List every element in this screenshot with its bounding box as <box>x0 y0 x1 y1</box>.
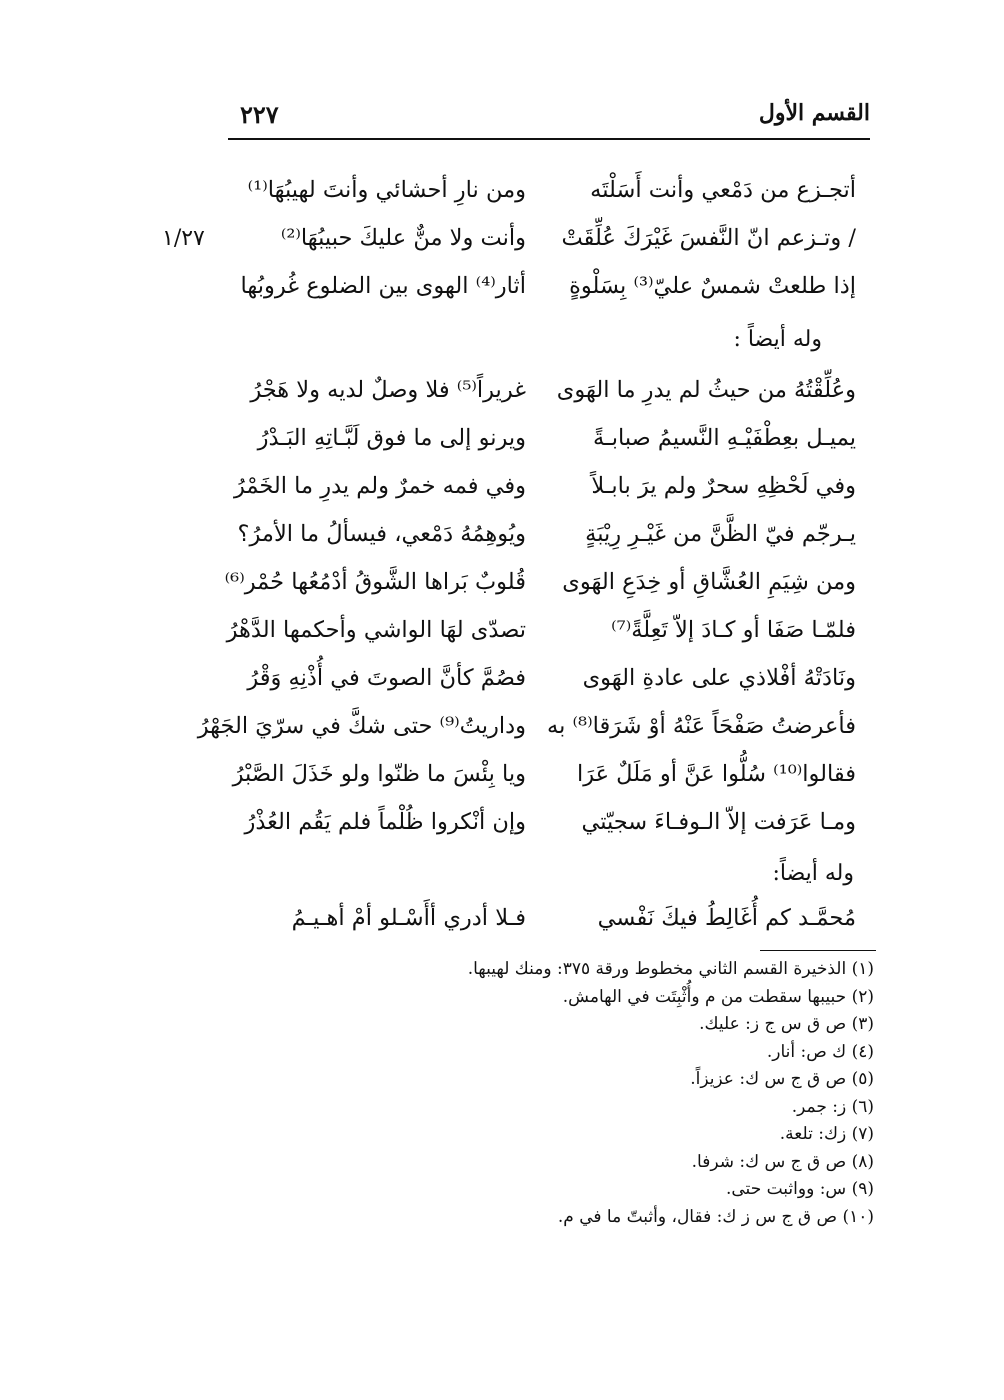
verse-second-hemistich: وفي فمه خمرٌ ولم يدرِ ما الخَمْرُ <box>233 473 526 499</box>
verse-line <box>0 266 1004 310</box>
footnote: (٨) ص ق ج س ك: شرفا. <box>691 1151 874 1172</box>
verse-line <box>0 562 1004 606</box>
footnote: (١٠) ص ق ج س ز ك: فقال، وأثبتّ ما في م. <box>557 1206 874 1227</box>
verse-first-hemistich: فلمّـا صَفَا أو كـادَ إلاّ تَعِلَّةً⁽⁷⁾ <box>611 617 856 643</box>
page-header <box>228 100 870 134</box>
verse-second-hemistich: غريراً⁽⁵⁾ فلا وصلٌ لديه ولا هَجْرُ <box>250 377 526 403</box>
footnote: (٤) ك ص: أنار. <box>766 1041 874 1062</box>
verse-line <box>0 658 1004 702</box>
footnote: (٣) ص ق س ج ز: عليك. <box>699 1014 874 1034</box>
verse-second-hemistich: ويا بِئْسَ ما ظنّوا ولو خَذَلَ الصَّبْرُ <box>232 761 526 787</box>
verse-first-hemistich: فأعرضتُ صَفْحَاً عَنْهُ أوْ شَرَقا⁽⁸⁾ به <box>547 713 856 739</box>
verse-line <box>0 218 1004 262</box>
verse-line <box>0 610 1004 654</box>
footnote-rule <box>760 950 876 951</box>
footnote: (٢) حبيبها سقطت من م وأُثْبِتَت في الهامش. <box>562 986 874 1007</box>
verse-line <box>0 418 1004 462</box>
verse-first-hemistich: / وتـزعم انّ النَّفسَ غَيْرَكَ عُلِّقَتْ <box>561 225 856 251</box>
verse-line <box>0 754 1004 798</box>
verse-line <box>0 370 1004 414</box>
footnote: (٧) زك: تلعة. <box>779 1124 874 1144</box>
verse-second-hemistich: ويُوهِمُهُ دَمْعي، فيسألُ ما الأمرُ؟ <box>237 521 526 547</box>
verse-first-hemistich: مُحمَّـد كم أُغَالِطُ فيكَ نَفْسي <box>597 905 856 931</box>
manuscript-folio-marker: ١/٢٧ <box>162 226 205 251</box>
verse-first-hemistich: ومن شِيَمِ العُشَّاقِ أو خِدَعِ الهَوى <box>562 569 856 595</box>
section-title: القسم الأول <box>758 100 870 126</box>
footnote: (٩) س: وواثبت حتى. <box>725 1179 874 1199</box>
page-number: ٢٢٧ <box>240 100 279 129</box>
verse-second-hemistich: أثار⁽⁴⁾ الهوى بين الضلوع غُروبُها <box>240 273 526 299</box>
verse-first-hemistich: أتجـزع من دَمْعي وأنت أَسَلْتَه <box>590 177 856 203</box>
verse-line <box>0 706 1004 750</box>
footnotes <box>468 956 874 1231</box>
verse-first-hemistich: إذا طلعتْ شمسٌ عليّ⁽³⁾ بِسَلْوةٍ <box>569 273 856 299</box>
verse-second-hemistich: وأنت ولا منٌّ عليكَ حبيبُهَا⁽²⁾ <box>280 225 526 251</box>
verse-first-hemistich: وفي لَحْظِهِ سحرٌ ولم يرَ بابـلاً <box>591 473 856 499</box>
verse-second-hemistich: تصدّى لهَا الواشي وأحكمها الدَّهْرُ <box>226 617 526 643</box>
poem-heading: وله أيضاً: <box>772 861 854 886</box>
verse-second-hemistich: وداريتُ⁽⁹⁾ حتى شكَّ في سرّيَ الجَهْرُ <box>197 713 526 739</box>
verse-second-hemistich: فـلا أدري أأَسْـلو أمْ أهـيـمُ <box>291 905 526 931</box>
poem-heading: وله أيضاً : <box>733 327 822 352</box>
verse-first-hemistich: وعُلِّقْتُهُ من حيثُ لم يدرِ ما الهَوى <box>556 377 856 403</box>
verse-first-hemistich: يميـل بعِطْفَيْـهِ النَّسيمُ صبابـةً <box>593 425 856 451</box>
verse-first-hemistich: فقالوا⁽¹⁰⁾ سُلُّوا عَنَّ أو مَلَلٌ عَرَا <box>576 761 856 787</box>
verse-second-hemistich: فصُمَّ كأنَّ الصوتَ في أُذْنِهِ وَقْرُ <box>247 665 526 691</box>
footnote: (١) الذخيرة القسم الثاني مخطوط ورقة ٣٧٥: ومنك لهيبها. <box>467 959 874 979</box>
verse-second-hemistich: ويرنو إلى ما فوق لَبَّـاتِهِ البَـدْرُ <box>257 425 526 451</box>
verse-line <box>0 466 1004 510</box>
footnote: (٥) ص ق ج س ك: عزيزاً. <box>690 1069 874 1089</box>
verse-first-hemistich: ونَادَتْهُ أفْلاذي على عادةِ الهَوى <box>582 665 856 691</box>
verse-second-hemistich: ومن نارِ أحشائي وأنتَ لهيبُهَا⁽¹⁾ <box>247 177 526 203</box>
verse-first-hemistich: ومـا عَرَفت إلاّ الـوفـاءَ سجيّتي <box>581 809 856 835</box>
verse-first-hemistich: يـرجّم فيّ الظَّنَّ من غَيْـرِ رِيْبَةٍ <box>585 521 856 547</box>
verse-line <box>0 170 1004 214</box>
verse-line <box>0 802 1004 846</box>
footnote: (٦) ز: جمر. <box>791 1096 874 1117</box>
verse-second-hemistich: قُلوبٌ بَراها الشَّوقُ أدْمُعُها حُمْر⁽⁶⁾ <box>224 569 526 595</box>
verse-line <box>0 514 1004 558</box>
verse-line <box>0 898 1004 942</box>
header-rule <box>228 138 870 140</box>
verse-second-hemistich: وإن أنْكروا ظُلْماً فلم يَقُم العُذْرُ <box>244 809 526 835</box>
